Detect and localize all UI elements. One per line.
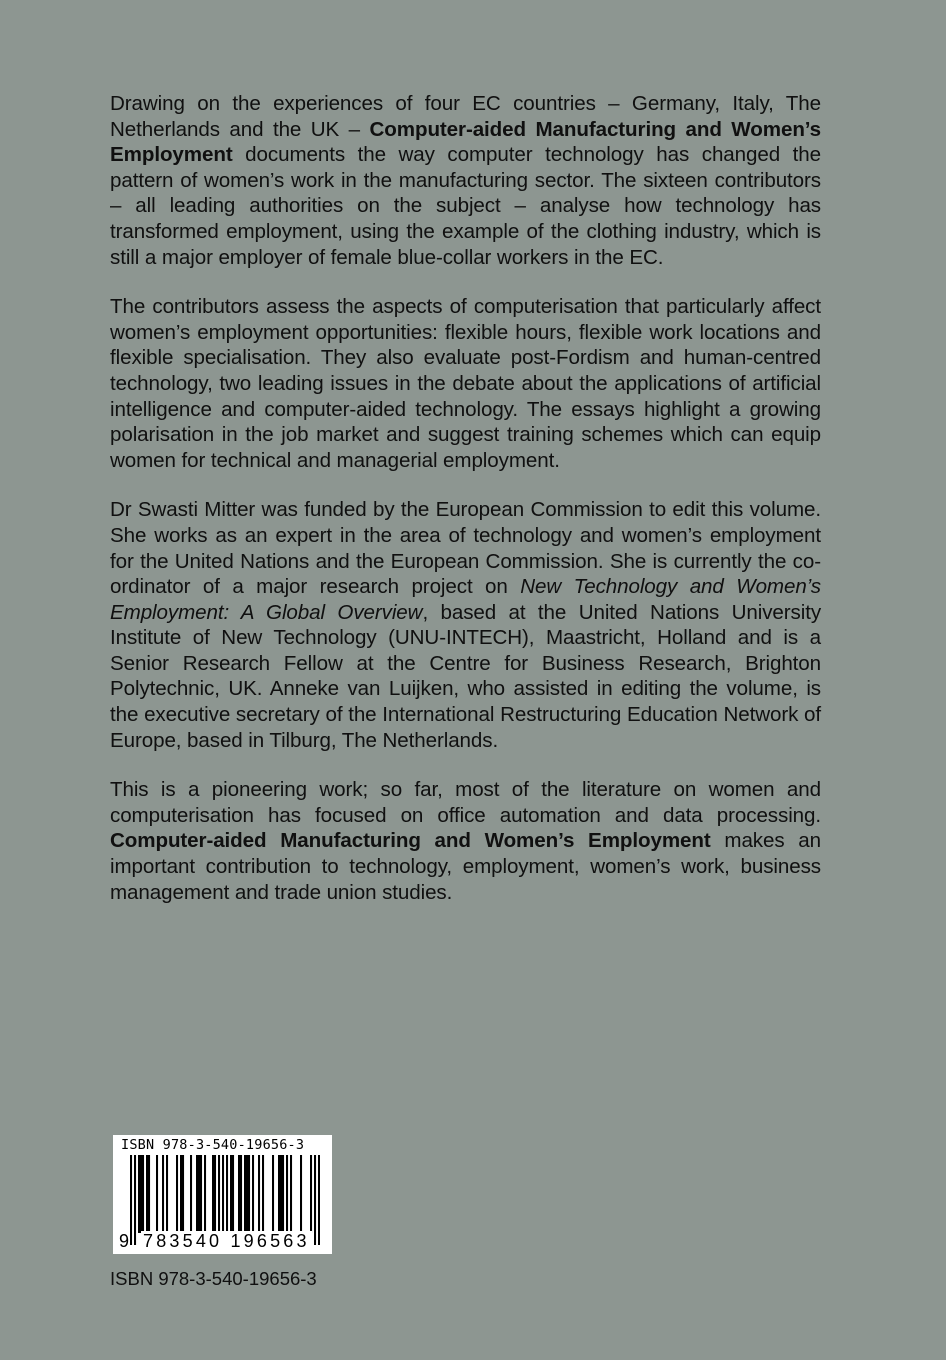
barcode-bar bbox=[176, 1155, 178, 1233]
barcode-bar bbox=[142, 1155, 144, 1233]
barcode-bar bbox=[218, 1155, 220, 1233]
isbn-footer: ISBN 978-3-540-19656-3 bbox=[110, 1268, 317, 1289]
barcode-bar bbox=[156, 1155, 158, 1233]
barcode-bar bbox=[272, 1155, 274, 1233]
barcode-bar bbox=[166, 1155, 168, 1233]
barcode-digits: 783540 196563 bbox=[143, 1231, 310, 1251]
paragraph-4-intro: This is a pioneering work; so far, most of the literature on women and computerisation has focused on office automation and data processing. bbox=[110, 778, 821, 827]
barcode-bar bbox=[244, 1155, 246, 1233]
barcode-bar bbox=[240, 1155, 242, 1233]
barcode-bar bbox=[258, 1155, 260, 1233]
book-title-bold-2: Computer-aided Manufacturing and Women’s Employment bbox=[110, 829, 711, 853]
barcode-bar bbox=[318, 1155, 320, 1245]
barcode-bar bbox=[246, 1155, 248, 1233]
barcode-bar bbox=[314, 1155, 316, 1245]
isbn-barcode bbox=[113, 1135, 332, 1254]
barcode-bar bbox=[238, 1155, 240, 1233]
barcode-bar bbox=[190, 1155, 192, 1233]
barcode-bar bbox=[140, 1155, 142, 1233]
book-title-bold: Computer-aided Manufacturing and Women’s Employment bbox=[110, 117, 822, 167]
barcode-first-digit: 9 bbox=[119, 1231, 130, 1251]
barcode-bar bbox=[138, 1155, 140, 1233]
barcode-bar bbox=[290, 1155, 292, 1233]
barcode-bar bbox=[180, 1155, 182, 1233]
barcode-bar bbox=[146, 1155, 148, 1233]
barcode-bar bbox=[198, 1155, 200, 1233]
barcode-bar bbox=[300, 1155, 302, 1233]
barcode-bar bbox=[232, 1155, 234, 1233]
barcode-bar bbox=[280, 1155, 282, 1233]
barcode-bar bbox=[200, 1155, 202, 1233]
barcode-bar bbox=[148, 1155, 150, 1233]
barcode-isbn-label: ISBN 978-3-540-19656-3 bbox=[121, 1137, 305, 1153]
barcode-bar bbox=[162, 1155, 164, 1233]
barcode-bar bbox=[212, 1155, 214, 1233]
barcode-bar bbox=[278, 1155, 280, 1233]
paragraph-2: The contributors assess the aspects of computerisation that particularly affect women’s employment opportunities: flexible hours, flexible work locations and flexible specialisation. They also evaluate post-Fordism and human-centred technology, two leading issues in the debate about the applications of artificial intelligence and computer-aided technology. The essays highlight a growing polarisation in the job market and suggest training schemes which can equip women for technical and managerial employment. bbox=[110, 295, 821, 472]
barcode-bar bbox=[214, 1155, 216, 1233]
paragraph-4-rest: makes an important contribution to technology, employment, women’s work, business management and trade union studies. bbox=[110, 829, 821, 904]
blurb-text bbox=[110, 91, 821, 929]
barcode-bar bbox=[262, 1155, 264, 1233]
paragraph-1-intro: Drawing on the experiences of four EC countries – Germany, Italy, The Netherlands and the UK – bbox=[110, 92, 821, 141]
barcode-bar bbox=[196, 1155, 198, 1233]
barcode-bar bbox=[230, 1155, 232, 1233]
paragraph-3-rest: , based at the United Nations University Institute of New Technology (UNU-INTECH), Maastricht, Holland and is a Senior Research Fellow at the Centre for Business Research, Brighton Polytechnic, UK. Anneke van Luijken, who assisted in editing the volume, is the executive secretary of the International Restructuring Education Network of Europe, based in Tilburg, The Netherlands. bbox=[110, 600, 822, 752]
barcode-bar bbox=[248, 1155, 250, 1233]
paragraph-4 bbox=[110, 777, 821, 905]
barcode-bar bbox=[310, 1155, 312, 1233]
barcode-bar bbox=[182, 1155, 184, 1233]
paragraph-1 bbox=[110, 91, 821, 270]
barcode-bar bbox=[252, 1155, 254, 1233]
barcode-bar bbox=[130, 1155, 132, 1245]
barcode-bar bbox=[286, 1155, 288, 1233]
paragraph-3-intro: Dr Swasti Mitter was funded by the European Commission to edit this volume. She works as an expert in the area of technology and women’s employment for the United Nations and the European Commission. She is currently the co-ordinator of a major research project on bbox=[110, 498, 821, 599]
paragraph-3 bbox=[110, 497, 821, 753]
barcode-bar bbox=[204, 1155, 206, 1233]
project-title-italic: New Technology and Women’s Employment: A Global Overview bbox=[110, 575, 821, 624]
paragraph-1-rest: documents the way computer technology has changed the pattern of women’s work in the manufacturing sector. The sixteen contributors – all leading authorities on the subject – analyse how technology has transformed employment, using the example of the clothing industry, which is still a major employer of female blue-collar workers in the EC. bbox=[110, 143, 821, 269]
barcode-bar bbox=[134, 1155, 136, 1245]
barcode-bar bbox=[282, 1155, 284, 1233]
